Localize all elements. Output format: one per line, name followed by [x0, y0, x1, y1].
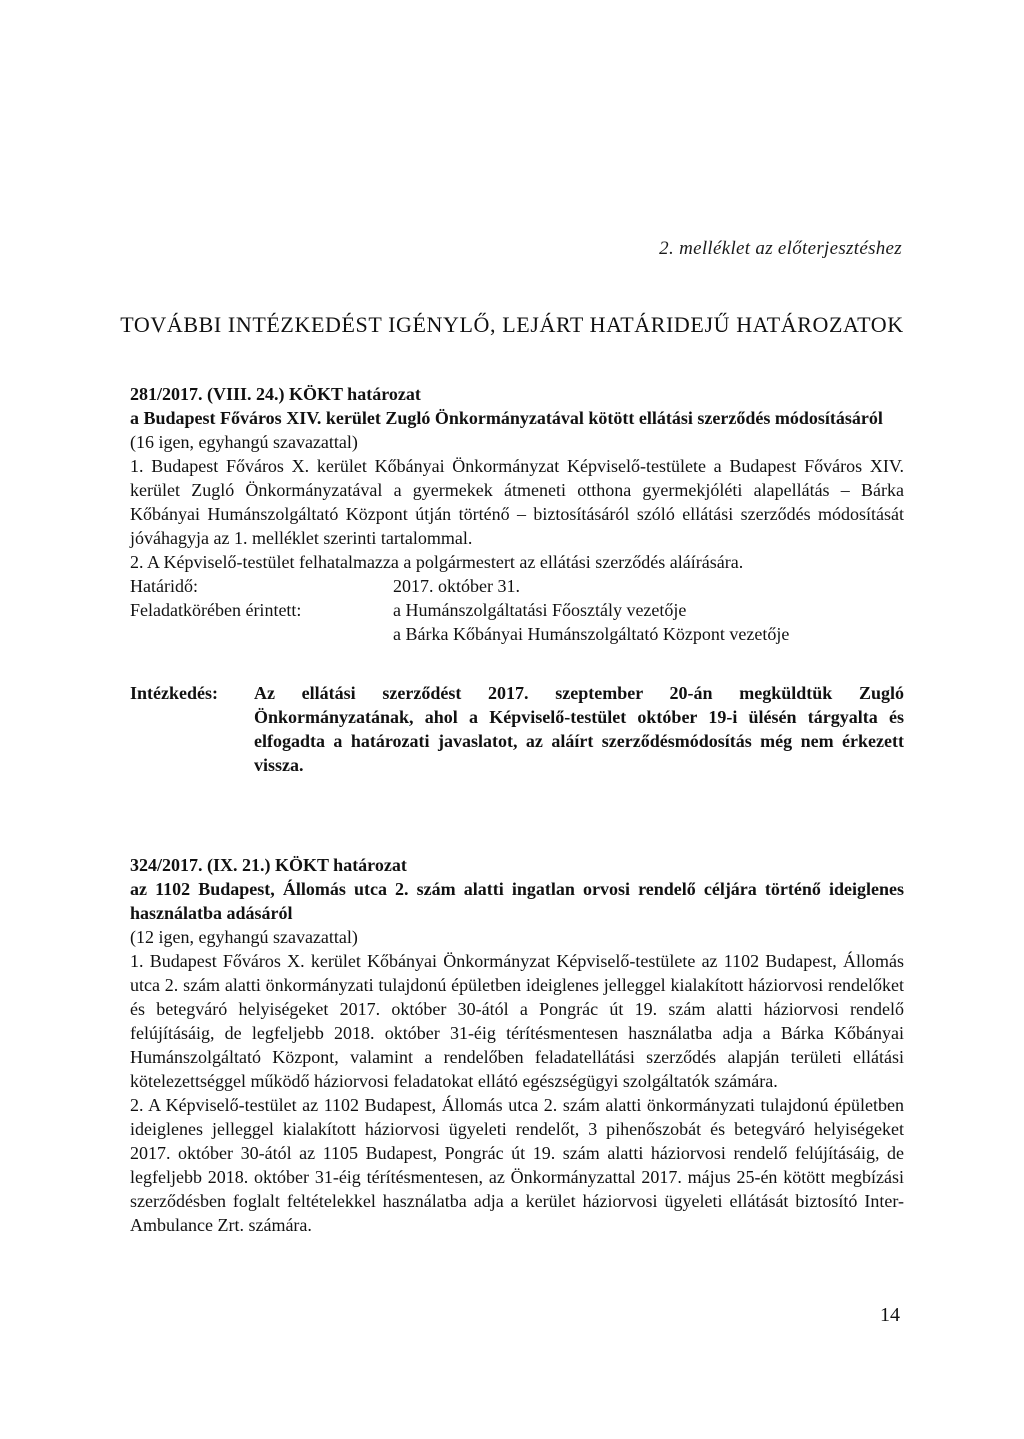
resolution-number: 281/2017. (VIII. 24.) KÖKT határozat: [130, 384, 421, 404]
responsible-row-2: [130, 622, 904, 646]
deadline-label: Határidő:: [130, 576, 198, 596]
action-text: Az ellátási szerződést 2017. szeptember 20-án megküldtük Zugló Önkormányzatának, ahol a Képviselő-testület október 19-i ülésén tárgyalta és elfogadta a határozati javaslatot, az aláírt szerződésmódosítás még nem érkezett vissza.: [254, 683, 904, 775]
responsible-value-2: a Bárka Kőbányai Humánszolgáltató Központ vezetője: [393, 624, 790, 644]
resolution-subject: a Budapest Főváros XIV. kerület Zugló Önkormányzatával kötött ellátási szerződés módosításáról: [130, 408, 883, 428]
resolution-subject: az 1102 Budapest, Állomás utca 2. szám alatti ingatlan orvosi rendelő céljára történő ideiglenes használatba adásáról: [130, 879, 904, 923]
resolution-number: 324/2017. (IX. 21.) KÖKT határozat: [130, 855, 407, 875]
resolution-324: [130, 853, 904, 1237]
action-label: Intézkedés:: [130, 683, 218, 703]
resolution-point-1: 1. Budapest Főváros X. kerület Kőbányai Önkormányzat Képviselő-testülete a Budapest Főváros XIV. kerület Zugló Önkormányzatával a gyermekek átmeneti otthona gyermekjóléti alapellátás – Bárka Kőbányai Humánszolgáltató Központ útján történő – biztosításáról szóló ellátási szerződés módosítását jóváhagyja az 1. melléklet szerinti tartalommal.: [130, 456, 904, 548]
responsible-value-1: a Humánszolgáltatási Főosztály vezetője: [393, 600, 687, 620]
deadline-row: [130, 574, 904, 598]
resolution-vote: (16 igen, egyhangú szavazattal): [130, 432, 358, 452]
deadline-value: 2017. október 31.: [393, 576, 520, 596]
responsible-row: [130, 598, 904, 622]
page-number: 14: [880, 1304, 900, 1326]
resolution-point-2: 2. A Képviselő-testület az 1102 Budapest, Állomás utca 2. szám alatti önkormányzati tulajdonú épületben ideiglenes jelleggel kialakított háziorvosi ügyeleti rendelőt, 3 pihenőszobát és betegváró helyiségeket 2017. október 30-ától az 1105 Budapest, Pongrác út 19. szám alatti háziorvosi rendelő felújításáig, de legfeljebb 2018. október 31-éig térítésmentesen, az Önkormányzattal 2017. május 25-én kötött megbízási szerződésben foglalt feltételekkel használatba adja a kerület háziorvosi ügyeleti ellátását biztosító Inter-Ambulance Zrt. számára.: [130, 1095, 904, 1235]
action-block: [130, 681, 904, 777]
resolution-281: [130, 382, 904, 777]
annex-note: 2. melléklet az előterjesztéshez: [659, 238, 902, 259]
resolution-vote: (12 igen, egyhangú szavazattal): [130, 927, 358, 947]
responsible-label: Feladatkörében érintett:: [130, 600, 302, 620]
responsible-label-spacer: [130, 622, 393, 646]
resolution-point-2: 2. A Képviselő-testület felhatalmazza a polgármestert az ellátási szerződés aláírására.: [130, 552, 744, 572]
resolution-point-1: 1. Budapest Főváros X. kerület Kőbányai Önkormányzat Képviselő-testülete az 1102 Budapest, Állomás utca 2. szám alatti önkormányzati tulajdonú épületben ideiglenes jelleggel kialakított háziorvosi rendelőket és betegváró helyiségeket 2017. október 30-ától a Pongrác út 19. szám alatti háziorvosi rendelő felújításáig, de legfeljebb 2018. október 31-éig térítésmentesen használatba adja a Bárka Kőbányai Humánszolgáltató Központ, valamint a rendelőben feladatellátási szerződés alapján területi ellátási kötelezettséggel működő háziorvosi feladatokat ellátó egészségügyi szolgáltatók számára.: [130, 951, 904, 1091]
page-title: TOVÁBBI INTÉZKEDÉST IGÉNYLŐ, LEJÁRT HATÁRIDEJŰ HATÁROZATOK: [120, 312, 904, 337]
